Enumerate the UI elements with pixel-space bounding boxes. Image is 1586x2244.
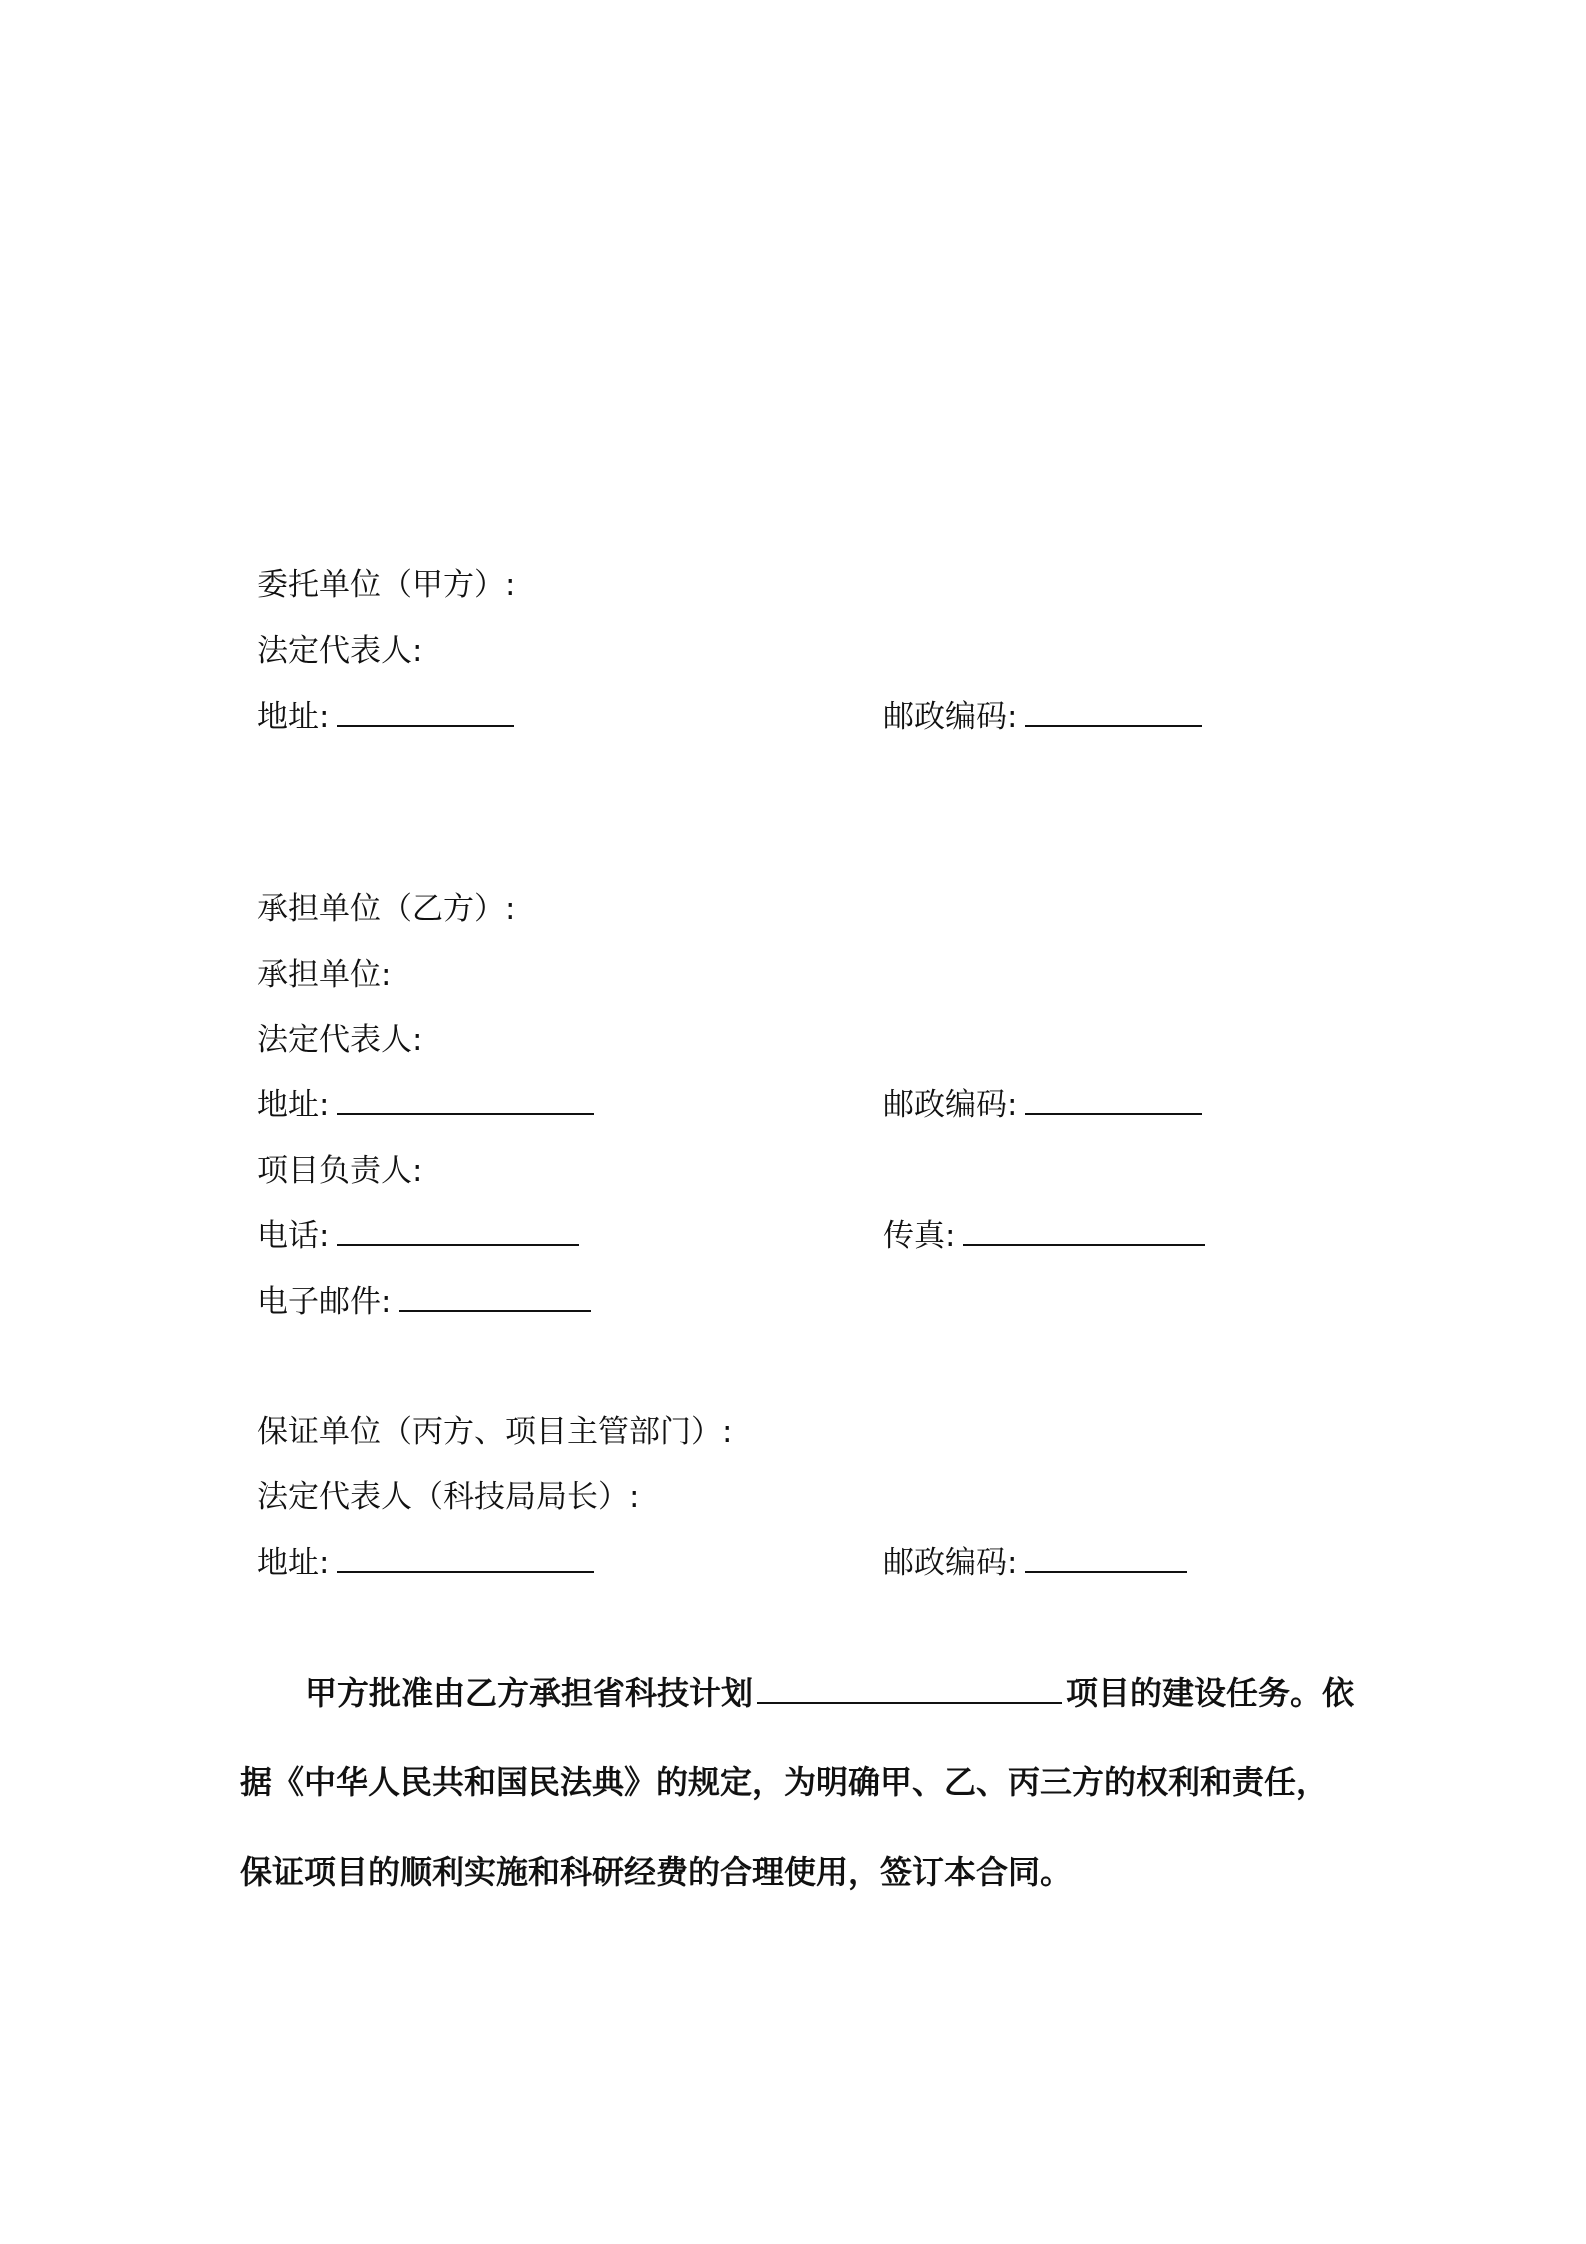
party-b-phone-row <box>257 1216 579 1256</box>
project-name-field[interactable] <box>757 1672 1062 1704</box>
party-b-email-field[interactable] <box>399 1282 591 1312</box>
party-a-address-label: 地址: <box>257 699 330 735</box>
party-b-phone-field[interactable] <box>337 1216 579 1246</box>
party-b-email-row <box>257 1282 591 1322</box>
party-b-address-field[interactable] <box>337 1085 594 1115</box>
party-a-title: 委托单位（甲方）: <box>257 567 516 603</box>
party-a-address-field[interactable] <box>337 697 514 727</box>
party-b-fax-label: 传真: <box>883 1218 956 1254</box>
party-b-address-row <box>257 1085 594 1125</box>
party-c-legal-rep-label: 法定代表人（科技局局长）: <box>257 1479 640 1515</box>
party-b-email-label: 电子邮件: <box>257 1284 392 1320</box>
preamble-line-2: 据《中华人民共和国民法典》的规定，为明确甲、乙、丙三方的权利和责任， <box>240 1763 1329 1801</box>
party-b-unit-label: 承担单位: <box>257 957 392 993</box>
party-a-postcode-field[interactable] <box>1025 697 1202 727</box>
party-c-address-label: 地址: <box>257 1545 330 1581</box>
party-b-title: 承担单位（乙方）: <box>257 891 516 927</box>
preamble-line-1-before: 甲方批准由乙方承担省科技计划 <box>305 1674 754 1712</box>
party-c-title: 保证单位（丙方、项目主管部门）: <box>257 1414 733 1450</box>
party-a-address-row <box>257 697 514 737</box>
party-b-phone-label: 电话: <box>257 1218 330 1254</box>
party-a-postcode-label: 邮政编码: <box>883 699 1018 735</box>
party-b-fax-row <box>883 1216 1205 1256</box>
party-b-fax-field[interactable] <box>963 1216 1205 1246</box>
party-b-project-lead-label: 项目负责人: <box>257 1153 423 1189</box>
preamble-line-1 <box>305 1672 1415 1713</box>
party-c-address-row <box>257 1543 594 1583</box>
preamble-line-1-after: 项目的建设任务。依 <box>1066 1674 1355 1712</box>
party-a-legal-rep-label: 法定代表人: <box>257 633 423 669</box>
party-c-postcode-field[interactable] <box>1025 1543 1187 1573</box>
party-c-address-field[interactable] <box>337 1543 594 1573</box>
preamble-line-3: 保证项目的顺利实施和科研经费的合理使用，签订本合同。 <box>240 1853 1073 1891</box>
party-b-postcode-row <box>883 1085 1202 1125</box>
party-b-legal-rep-label: 法定代表人: <box>257 1022 423 1058</box>
party-b-address-label: 地址: <box>257 1087 330 1123</box>
party-a-postcode-row <box>883 697 1202 737</box>
party-b-postcode-label: 邮政编码: <box>883 1087 1018 1123</box>
party-c-postcode-row <box>883 1543 1187 1583</box>
party-b-postcode-field[interactable] <box>1025 1085 1202 1115</box>
party-c-postcode-label: 邮政编码: <box>883 1545 1018 1581</box>
